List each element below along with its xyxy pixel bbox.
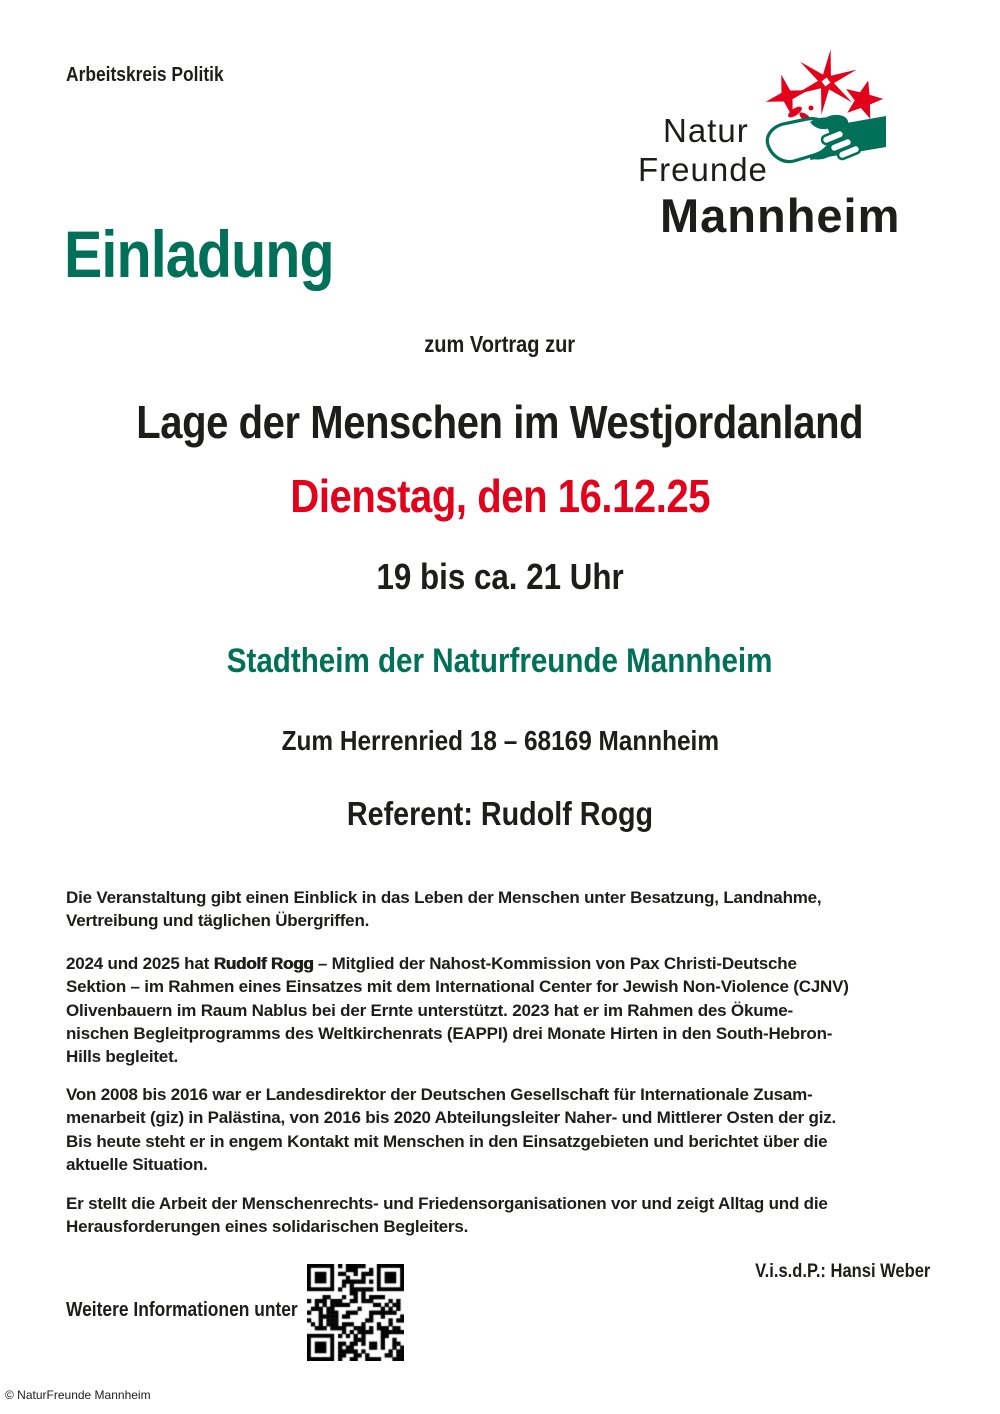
event-time: 19 bis ca. 21 Uhr — [376, 556, 624, 597]
intro-line: zum Vortrag zur — [424, 331, 576, 357]
small-petal-icon — [809, 106, 814, 111]
copyright-line: © NaturFreunde Mannheim — [5, 1388, 151, 1402]
body-line: 2024 und 2025 hat Rudolf Rogg – Mitglied der Nahost-Kommission von Pax Christi-Deutsche — [66, 954, 797, 973]
paragraph-intro — [66, 886, 966, 933]
visdp-line: V.i.s.d.P.: Hansi Weber — [754, 1261, 930, 1282]
paragraph-outlook — [66, 1192, 966, 1239]
body-line: nischen Begleitprogramms des Weltkirchenrats (EAPPI) drei Monate Hirten in den South-Hebron- — [66, 1023, 833, 1043]
paragraph-career — [66, 1083, 966, 1176]
event-speaker: Referent: Rudolf Rogg — [346, 795, 654, 832]
logo-text-natur: Natur — [663, 112, 749, 149]
body-line: Vertreibung und täglichen Übergriffen. — [66, 911, 370, 931]
handshake-icon — [767, 115, 886, 162]
naturfreunde-logo-icon — [760, 48, 892, 188]
body-line: Von 2008 bis 2016 war er Landesdirektor der Deutschen Gesellschaft für Internationale Zusam- — [66, 1085, 813, 1104]
event-address: Zum Herrenried 18 – 68169 Mannheim — [281, 725, 719, 756]
body-line: aktuelle Situation. — [66, 1154, 208, 1174]
body-line: Olivenbauern im Raum Nablus bei der Ernte unterstützt. 2023 hat er im Rahmen des Ökume- — [66, 1000, 794, 1020]
event-topic: Lage der Menschen im Westjordanland — [136, 396, 864, 448]
body-line: Hills begleitet. — [66, 1047, 179, 1067]
body-line: Herausforderungen eines solidarischen Begleiters. — [66, 1217, 469, 1237]
big-flower-icon — [793, 48, 859, 119]
paragraph-speaker-2024 — [66, 952, 966, 1068]
body-line: Er stellt die Arbeit der Menschenrechts- und Friedensorganisationen vor und zeigt Alltag und die — [66, 1194, 828, 1213]
kicker-text: Arbeitskreis Politik — [66, 64, 224, 86]
more-info-label: Weitere Informationen unter — [66, 1299, 298, 1321]
body-line: Bis heute steht er in engem Kontakt mit Menschen in den Einsatzgebieten und berichtet über die — [66, 1131, 828, 1151]
body-line: Sektion – im Rahmen eines Einsatzes mit dem International Center for Jewish Non-Violence (CJNV) — [66, 977, 849, 997]
body-line: Die Veranstaltung gibt einen Einblick in das Leben der Menschen unter Besatzung, Landnahme, — [66, 888, 822, 907]
body-line: menarbeit (giz) in Palästina, von 2016 bis 2020 Abteilungsleiter Naher- und Mittlerer Osten der giz. — [66, 1108, 837, 1128]
event-date: Dienstag, den 16.12.25 — [290, 470, 710, 522]
logo-text-mannheim: Mannheim — [660, 189, 901, 242]
qr-code — [307, 1264, 404, 1361]
page-title: Einladung — [64, 217, 334, 291]
flowers-icon — [760, 48, 887, 123]
logo-text-freunde: Freunde — [638, 151, 768, 188]
speaker-name-emphasis: Rudolf Rogg — [213, 954, 314, 973]
event-venue: Stadtheim der Naturfreunde Mannheim — [227, 642, 773, 680]
